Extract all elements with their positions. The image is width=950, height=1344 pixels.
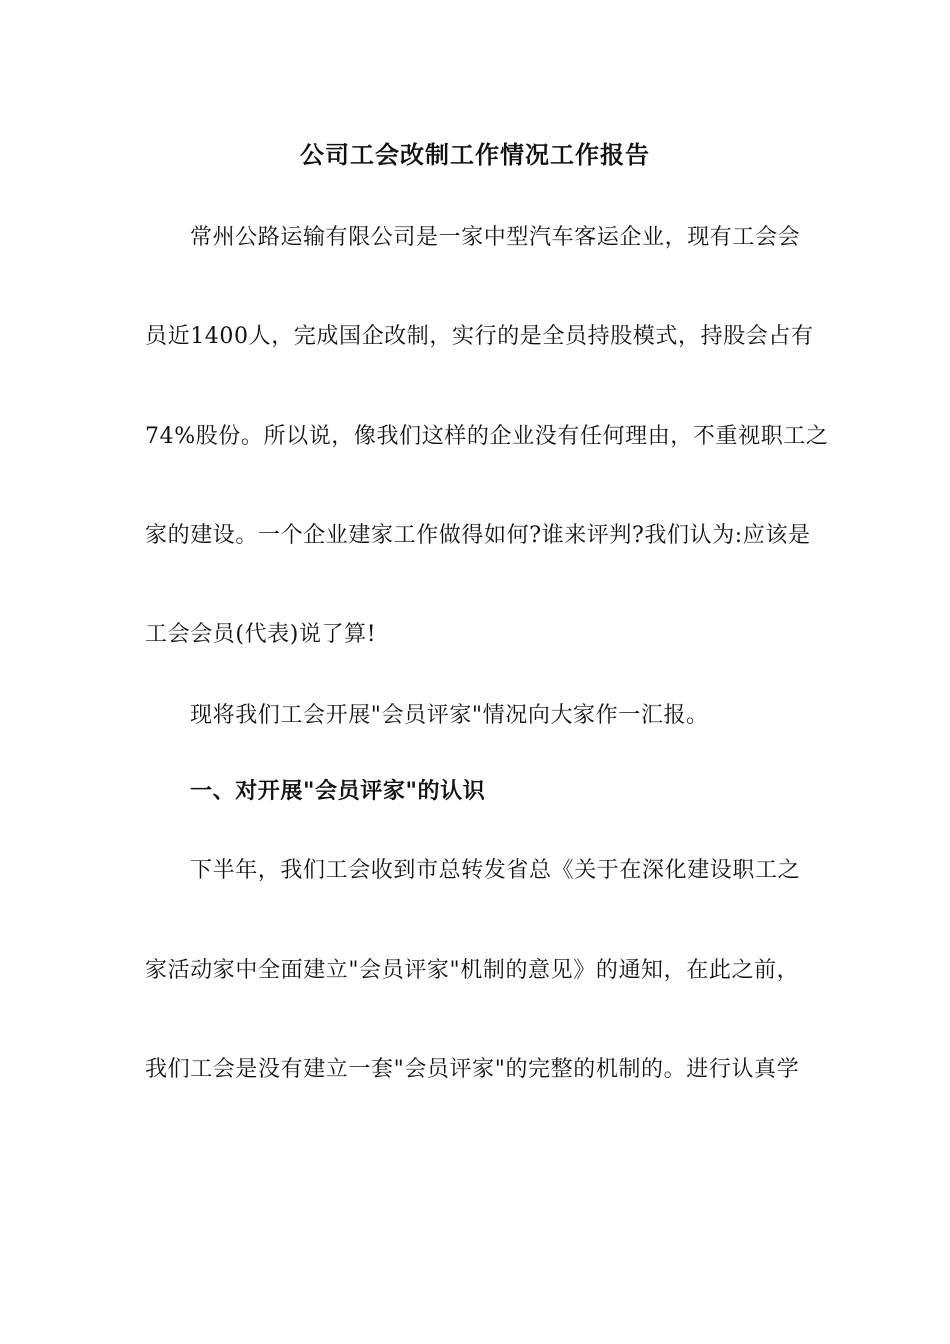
paragraph-3-line-3: 我们工会是没有建立一套"会员评家"的完整的机制的。进行认真学 [145, 1057, 800, 1082]
paragraph-1-line-3: 74%股份。所以说，像我们这样的企业没有任何理由，不重视职工之 [145, 424, 829, 449]
paragraph-1-line-2: 员近1400人，完成国企改制，实行的是全员持股模式，持股会占有 [145, 324, 814, 349]
paragraph-1-line-5: 工会会员(代表)说了算! [145, 622, 377, 647]
paragraph-3-line-1: 下半年，我们工会收到市总转发省总《关于在深化建设职工之 [190, 858, 801, 883]
paragraph-1-line-1: 常州公路运输有限公司是一家中型汽车客运企业，现有工会会 [190, 225, 801, 250]
paragraph-3-line-2: 家活动家中全面建立"会员评家"机制的意见》的通知，在此之前， [145, 958, 800, 983]
section-heading-1: 一、对开展"会员评家"的认识 [190, 778, 486, 804]
paragraph-1-line-4: 家的建设。一个企业建家工作做得如何?谁来评判?我们认为:应该是 [145, 523, 811, 548]
document-title: 公司工会改制工作情况工作报告 [300, 140, 650, 169]
paragraph-2: 现将我们工会开展"会员评家"情况向大家作一汇报。 [190, 703, 709, 728]
